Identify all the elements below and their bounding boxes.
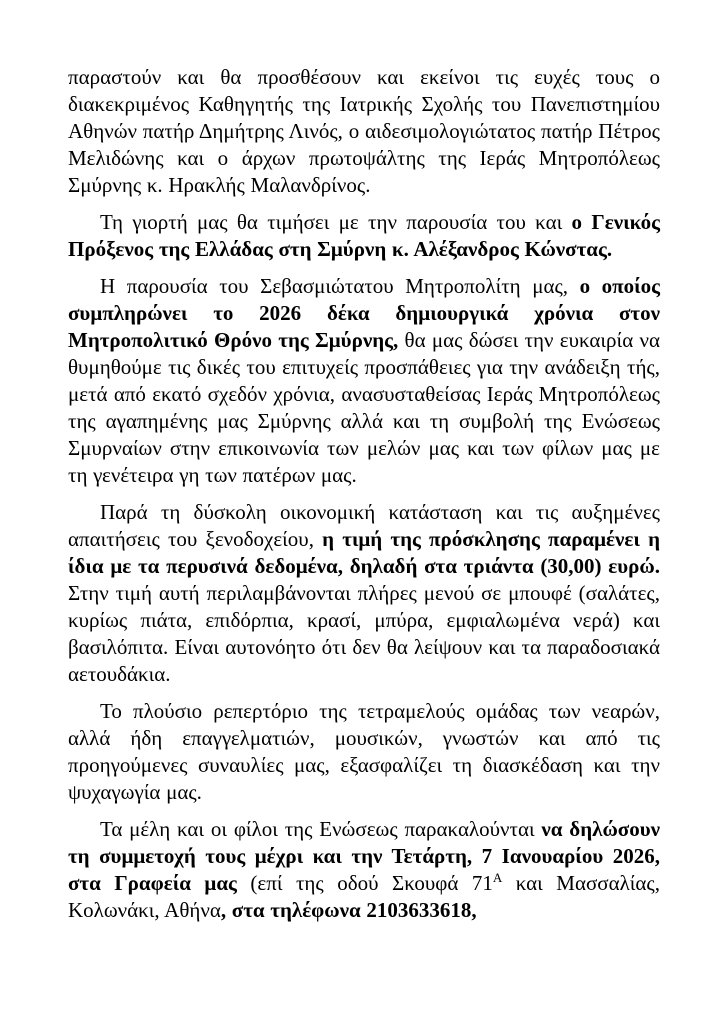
paragraph-music-band: [68, 698, 660, 806]
text-run: (επί της οδού Σκουφά 71: [250, 871, 493, 895]
text-run: να δηλώσουν τη συμμετοχή τους μέχρι και την Τετάρτη, 7 Ιανουαρίου 2026, στα Γραφεία μας: [68, 817, 660, 895]
text-run: παραστούν και θα προσθέσουν και εκείνοι τις ευχές τους ο διακεκριμένος Καθηγητής της Ιατρικής Σχολής του Πανεπιστημίου Αθηνών πατήρ Δημήτρης Λινός, ο αιδεσιμολογιώτατος πατήρ Πέτρος Μελιδώνης και ο άρχων πρωτοψάλτης της Ιεράς Μητροπόλεως Σμύρνης κ. Ηρακλής Μαλανδρίνος.: [68, 65, 660, 197]
text-run: Τη γιορτή μας θα τιμήσει με την παρουσία του και: [100, 210, 572, 234]
text-run: Τα μέλη και οι φίλοι της Ενώσεως παρακαλούνται: [100, 817, 542, 841]
text-run: ο οποίος συμπληρώνει το 2026 δέκα δημιουργικά χρόνια στον Μητροπολιτικό Θρόνο της Σμύρνης,: [68, 274, 661, 352]
text-run: Το πλούσιο ρεπερτόριο της τετραμελούς ομάδας των νεαρών, αλλά ήδη επαγγελματιών, μουσικών, γνωστών και από τις προηγούμενες συναυλίες μας, εξασφαλίζει τη διασκέδαση και την ψυχαγωγία μας.: [68, 699, 660, 804]
document-text-block: [68, 64, 660, 934]
paragraph-clergy-attendees: [68, 64, 660, 199]
text-run: η τιμή της πρόσκλησης παραμένει η ίδια με τα περυσινά δεδομένα, δηλαδή στα τριάντα (30,00) ευρώ.: [68, 527, 660, 578]
text-run: , στα τηλέφωνα 2103633618,: [220, 898, 477, 922]
paragraph-consul-honor: [68, 209, 660, 263]
text-run: Στην τιμή αυτή περιλαμβάνονται πλήρες μενού σε μπουφέ (σαλάτες, κυρίως πιάτα, επιδόρπια, κρασί, μπύρα, εμφιαλωμένα νερά) και βασιλόπιτα. Είναι αυτονόητο ότι δεν θα λείψουν και τα παραδοσιακά αετουδάκια.: [68, 581, 660, 686]
paragraph-registration-info: [68, 816, 660, 924]
paragraph-metropolitan-presence: [68, 273, 660, 489]
text-run: Η παρουσία του Σεβασμιώτατου Μητροπολίτη μας,: [100, 274, 580, 298]
paragraph-price-info: [68, 499, 660, 688]
text-run: θα μας δώσει την ευκαιρία να θυμηθούμε τις δικές του επιτυχείς προσπάθειες για την ανάδειξη τής, μετά από εκατό σχεδόν χρόνια, ανασυσταθείσας Ιεράς Μητροπόλεως της αγαπημένης μας Σμύρνης αλλά και τη συμβολή της Ενώσεως Σμυρναίων στην επικοινωνία των μελών μας και των φίλων μας με τη γενέτειρα γη των πατέρων μας.: [68, 328, 660, 487]
text-run: και Μασσαλίας, Κολωνάκι, Αθήνα: [68, 871, 661, 922]
text-run: Α: [492, 870, 503, 885]
text-run: Παρά τη δύσκολη οικονομική κατάσταση και τις αυξημένες απαιτήσεις του ξενοδοχείου,: [68, 500, 660, 551]
text-run: ο Γενικός Πρόξενος της Ελλάδας στη Σμύρνη κ. Αλέξανδρος Κώνστας.: [68, 210, 660, 261]
